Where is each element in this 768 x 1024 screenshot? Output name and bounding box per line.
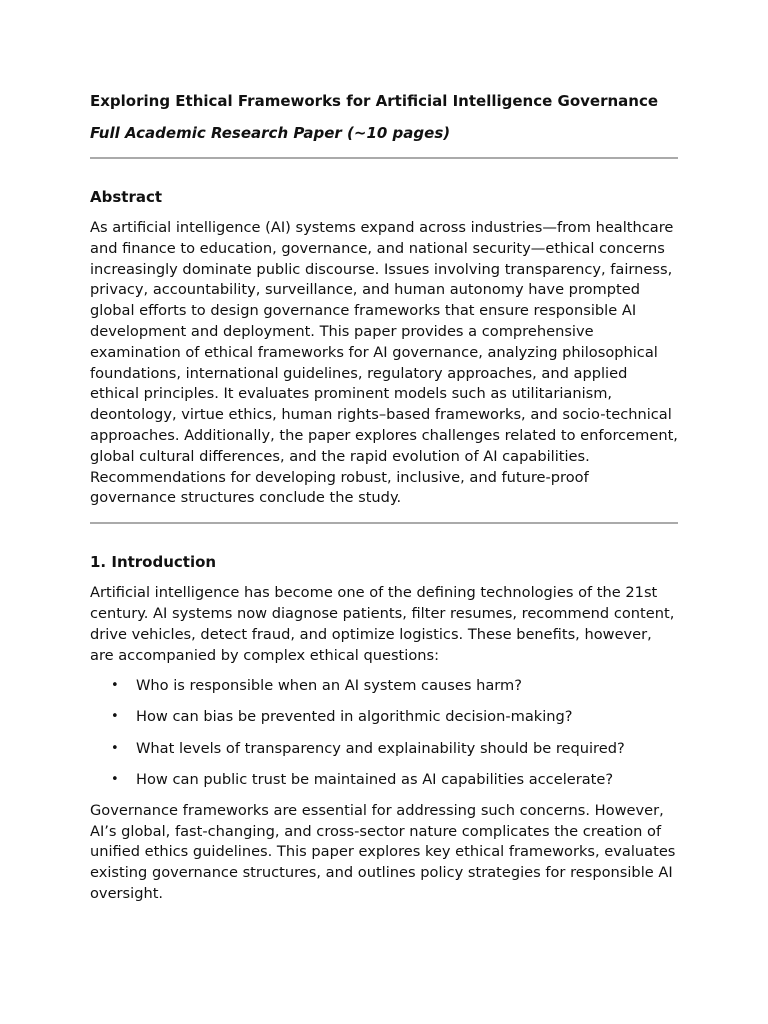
introduction-heading: 1. Introduction — [90, 553, 217, 572]
introduction-paragraph-1: Artificial intelligence has become one of the defining technologies of the 21st century. AI systems now diagnose patients, filter resumes, recommend content, drive vehicles, detect fraud, and optimize logistics. These benefits, however, are accompanied by complex ethical questions: — [90, 584, 675, 664]
list-item — [90, 707, 678, 728]
document-subtitle: Full Academic Research Paper (~10 pages) — [90, 124, 451, 142]
list-item-text: How can public trust be maintained as AI capabilities accelerate? — [136, 770, 614, 788]
list-item — [90, 770, 678, 791]
list-item-text: How can bias be prevented in algorithmic decision-making? — [136, 708, 573, 726]
bullet-icon: • — [111, 709, 119, 725]
bullet-icon: • — [111, 678, 119, 694]
bullet-icon: • — [111, 771, 119, 787]
bullet-icon: • — [111, 740, 119, 756]
introduction-paragraph-2: Governance frameworks are essential for addressing such concerns. However, AI’s global, fast-changing, and cross-sector nature complicates the creation of unified ethics guidelines. This paper explores key ethical frameworks, evaluates existing governance structures, and outlines policy strategies for responsible AI oversight. — [90, 801, 676, 902]
list-item — [90, 739, 678, 760]
abstract-heading: Abstract — [90, 188, 163, 206]
question-list — [90, 676, 678, 790]
horizontal-divider — [90, 157, 678, 159]
list-item — [90, 676, 678, 697]
horizontal-divider — [90, 522, 678, 524]
document-title: Exploring Ethical Frameworks for Artificial Intelligence Governance — [90, 92, 659, 110]
document-page — [90, 86, 678, 905]
list-item-text: Who is responsible when an AI system causes harm? — [136, 677, 522, 695]
abstract-body: As artificial intelligence (AI) systems expand across industries—from healthcare and finance to education, governance, and national security—ethical concerns increasingly dominate public discourse. Issues involving transparency, fairness, privacy, accountability, surveillance, and human autonomy have prompted global efforts to design governance frameworks that ensure responsible AI development and deployment. This paper provides a comprehensive examination of ethical frameworks for AI governance, analyzing philosophical foundations, international guidelines, regulatory approaches, and applied ethical principles. It evaluates prominent models such as utilitarianism, deontology, virtue ethics, human rights–based frameworks, and socio-technical approaches. Additionally, the paper explores challenges related to enforcement, global cultural differences, and the rapid evolution of AI capabilities. Recommendations for developing robust, inclusive, and future-proof governance structures conclude the study. — [90, 219, 678, 507]
list-item-text: What levels of transparency and explainability should be required? — [136, 739, 625, 757]
